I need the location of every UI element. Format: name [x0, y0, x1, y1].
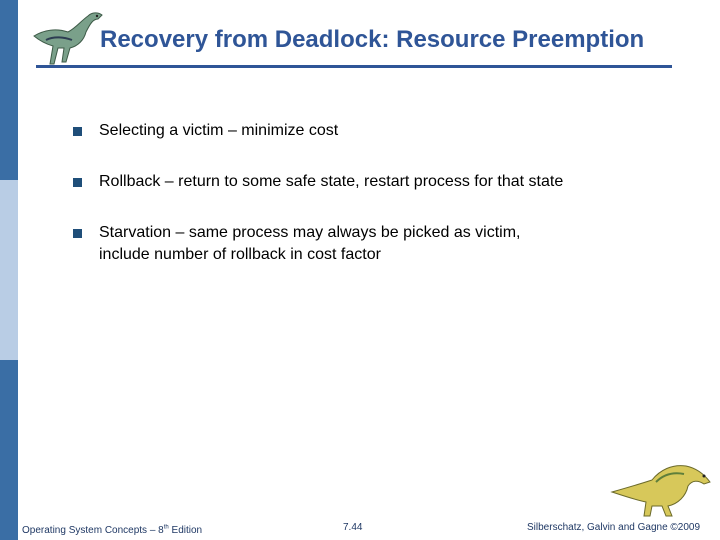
bullet-item: [70, 171, 670, 193]
dinosaur-logo-bottom-icon: [606, 458, 718, 520]
sidebar-segment-middle: [0, 180, 18, 360]
footer-book-title: [22, 525, 202, 536]
dinosaur-logo-top-icon: [26, 6, 110, 68]
sidebar-segment-top: [0, 0, 18, 180]
sidebar-segment-bottom: [0, 360, 18, 540]
footer-authors: Silberschatz, Galvin and Gagne ©2009: [527, 522, 701, 533]
bullet-list: [70, 120, 670, 266]
footer-book-title-prefix: Operating System Concepts – 8: [22, 525, 164, 536]
sidebar-stripe: [0, 0, 18, 540]
bullet-text: Selecting a victim – minimize cost: [99, 122, 339, 139]
footer-book-title-suffix: Edition: [168, 525, 203, 536]
title-underline: [36, 65, 672, 68]
footer-edition-superscript: th: [163, 524, 169, 531]
slide-number: 7.44: [343, 522, 363, 533]
square-bullet-icon: [73, 127, 82, 136]
square-bullet-icon: [73, 178, 82, 187]
bullet-item: [70, 222, 670, 266]
bullet-text: Starvation – same process may always be picked as victim,: [99, 224, 521, 241]
bullet-text: Rollback – return to some safe state, restart process for that state: [99, 173, 564, 190]
square-bullet-icon: [73, 229, 82, 238]
bullet-item: [70, 120, 670, 142]
bullet-text-continuation: include number of rollback in cost factor: [99, 246, 381, 263]
slide-title: Recovery from Deadlock: Resource Preemption: [100, 26, 645, 53]
